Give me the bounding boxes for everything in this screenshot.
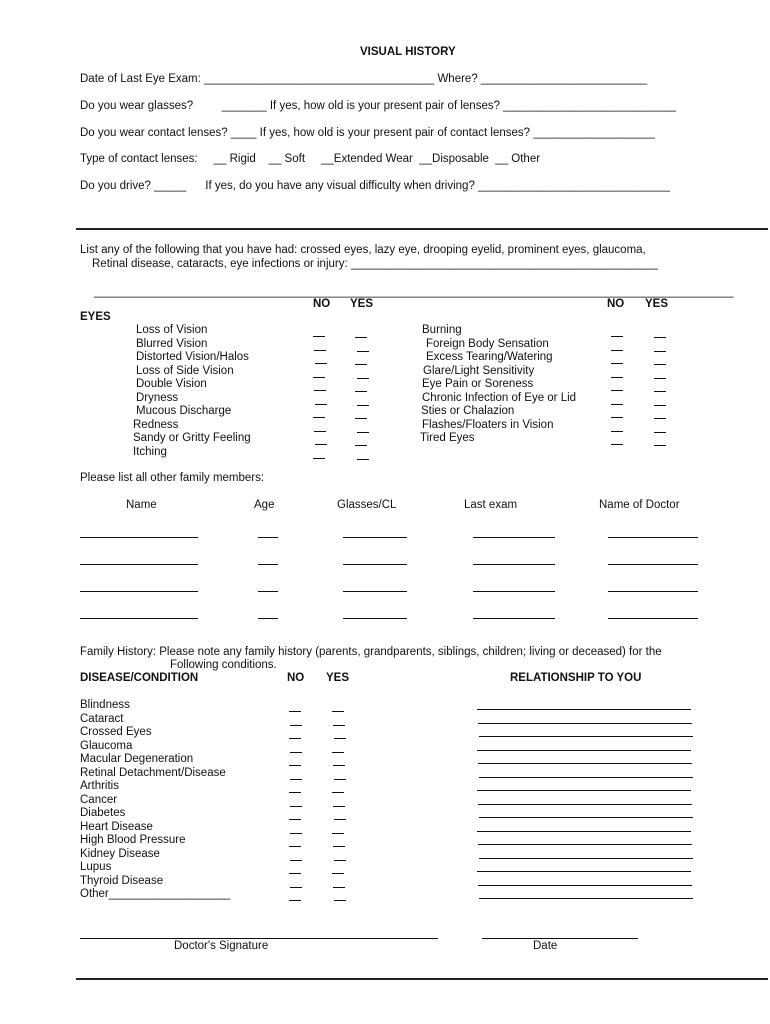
col-name: Name [126,499,157,511]
condition-yes-checkbox[interactable] [333,887,345,888]
symptom-label: Flashes/Floaters in Vision [422,418,554,431]
symptom-label: Blurred Vision [136,337,208,350]
condition-no-checkbox[interactable] [290,752,302,753]
col-glasses: Glasses/CL [337,499,397,511]
member-age-field[interactable] [258,537,278,538]
symptom-label: Mucous Discharge [136,405,232,417]
condition-no-checkbox[interactable] [289,711,301,712]
symptom-yes-checkbox[interactable] [654,418,666,419]
condition-no-checkbox[interactable] [289,792,301,793]
symptom-no-checkbox[interactable] [611,336,623,337]
member-doctor-field[interactable] [608,564,698,565]
member-last-exam-field[interactable] [473,618,555,619]
symptom-yes-checkbox[interactable] [357,351,369,352]
symptom-label: Loss of Vision [136,324,208,336]
condition-label: Heart Disease [80,820,153,833]
member-age-field[interactable] [258,618,278,619]
member-glasses-field[interactable] [343,591,407,592]
lens-type-question[interactable]: Type of contact lenses: __ Rigid __ Soft __Extended Wear __Disposable __ Other [80,153,541,165]
symptom-label: Distorted Vision/Halos [136,351,249,363]
eyes-no-header-right: NO [607,298,625,310]
condition-label: Glaucoma [80,739,133,752]
condition-no-checkbox[interactable] [289,738,301,739]
symptom-no-checkbox[interactable] [611,390,623,391]
condition-yes-checkbox[interactable] [333,725,345,726]
condition-label: Macular Degeneration [80,753,194,765]
symptom-no-checkbox[interactable] [611,404,623,405]
condition-yes-checkbox[interactable] [334,738,346,739]
condition-label: Blindness [80,699,130,711]
condition-relationship-field[interactable] [478,844,692,845]
symptom-yes-checkbox[interactable] [355,364,367,365]
symptom-yes-checkbox[interactable] [355,445,367,446]
drive-question[interactable]: Do you drive? _____ If yes, do you have any visual difficulty when driving? ______________________________ [80,180,670,192]
member-glasses-field[interactable] [343,564,407,565]
family-history-line2: Following conditions. [170,659,277,671]
member-doctor-field[interactable] [608,591,698,592]
condition-yes-checkbox[interactable] [334,900,346,901]
condition-relationship-field[interactable] [477,790,691,791]
symptom-yes-checkbox[interactable] [654,378,666,379]
symptom-yes-checkbox[interactable] [654,351,666,352]
condition-label: Other___________________ [80,888,231,900]
col-doctor: Name of Doctor [599,499,680,511]
symptom-yes-checkbox[interactable] [357,432,369,433]
condition-label: Cataract [80,712,124,725]
date-line[interactable] [482,938,638,939]
symptom-label: Excess Tearing/Watering [426,351,553,363]
symptom-no-checkbox[interactable] [611,350,623,351]
symptom-yes-checkbox[interactable] [355,337,367,338]
doctor-signature-label: Doctor's Signature [174,940,269,952]
condition-yes-checkbox[interactable] [332,873,344,874]
member-glasses-field[interactable] [343,618,407,619]
condition-yes-checkbox[interactable] [333,806,345,807]
condition-yes-checkbox[interactable] [332,833,344,834]
page-title: VISUAL HISTORY [360,46,456,58]
symptom-yes-checkbox[interactable] [654,405,666,406]
condition-relationship-field[interactable] [478,723,692,724]
condition-relationship-field[interactable] [477,750,691,751]
condition-yes-checkbox[interactable] [333,846,345,847]
symptom-yes-checkbox[interactable] [355,391,367,392]
symptom-label: Redness [133,418,179,431]
col-disease: DISEASE/CONDITION [80,672,199,684]
symptom-yes-checkbox[interactable] [654,432,666,433]
member-last-exam-field[interactable] [473,537,555,538]
condition-relationship-field[interactable] [478,763,692,764]
member-name-field[interactable] [80,618,198,619]
symptom-no-checkbox[interactable] [611,363,623,364]
condition-relationship-field[interactable] [479,817,693,818]
condition-relationship-field[interactable] [477,709,691,710]
condition-no-checkbox[interactable] [289,819,301,820]
col-last-exam: Last exam [464,499,518,511]
symptom-label: Chronic Infection of Eye or Lid [422,391,577,404]
symptom-no-checkbox[interactable] [313,458,325,459]
list-intro-line2[interactable]: Retinal disease, cataracts, eye infections or injury: ________________________________________________ [92,258,658,270]
condition-relationship-field[interactable] [478,885,692,886]
condition-yes-checkbox[interactable] [332,711,344,712]
date-label: Date [533,940,558,952]
symptom-yes-checkbox[interactable] [357,459,369,460]
condition-no-checkbox[interactable] [290,725,302,726]
symptom-no-checkbox[interactable] [314,390,326,391]
member-name-field[interactable] [80,591,198,592]
symptom-label: Double Vision [136,378,207,390]
condition-relationship-field[interactable] [479,898,693,899]
symptom-yes-checkbox[interactable] [654,391,666,392]
list-intro-line1: List any of the following that you have had: crossed eyes, lazy eye, drooping eyelid, prominent eyes, glaucoma, [80,244,646,256]
condition-relationship-field[interactable] [479,858,693,859]
symptom-no-checkbox[interactable] [314,350,326,351]
member-last-exam-field[interactable] [473,564,555,565]
bottom-divider [76,978,768,980]
symptom-no-checkbox[interactable] [313,377,325,378]
member-doctor-field[interactable] [608,537,698,538]
condition-label: Arthritis [80,780,119,792]
symptom-label: Loss of Side Vision [136,364,234,377]
last-exam-question[interactable]: Date of Last Eye Exam: ____________________________________ Where? __________________________ [80,73,648,85]
symptom-no-checkbox[interactable] [315,404,327,405]
condition-no-checkbox[interactable] [289,846,301,847]
member-glasses-field[interactable] [343,537,407,538]
member-doctor-field[interactable] [608,618,698,619]
member-age-field[interactable] [258,591,278,592]
col-age: Age [254,499,275,511]
symptom-no-checkbox[interactable] [315,444,327,445]
symptom-label: Burning [422,324,462,336]
member-last-exam-field[interactable] [473,591,555,592]
condition-yes-checkbox[interactable] [333,765,345,766]
family-history-line1: Family History: Please note any family history (parents, grandparents, siblings, children; living or deceased) for the [80,646,662,658]
condition-no-checkbox[interactable] [289,900,301,901]
doctor-signature-line[interactable] [80,938,438,939]
condition-yes-checkbox[interactable] [334,819,346,820]
condition-no-checkbox[interactable] [290,860,302,861]
symptom-no-checkbox[interactable] [611,377,623,378]
symptom-no-checkbox[interactable] [611,417,623,418]
symptom-label: Dryness [136,391,179,404]
symptom-label: Foreign Body Sensation [426,337,549,350]
symptom-no-checkbox[interactable] [315,363,327,364]
symptom-label: Eye Pain or Soreness [422,378,534,390]
symptom-yes-checkbox[interactable] [357,405,369,406]
contacts-question[interactable]: Do you wear contact lenses? ____ If yes, how old is your present pair of contact lenses? ___________________ [80,127,655,139]
symptom-no-checkbox[interactable] [611,444,623,445]
symptom-yes-checkbox[interactable] [355,418,367,419]
condition-label: Thyroid Disease [80,874,164,887]
eyes-yes-header: YES [350,298,374,310]
condition-label: Crossed Eyes [80,726,152,738]
condition-no-checkbox[interactable] [289,765,301,766]
condition-relationship-field[interactable] [479,777,693,778]
condition-relationship-field[interactable] [477,871,691,872]
condition-no-checkbox[interactable] [290,806,302,807]
symptom-no-checkbox[interactable] [314,431,326,432]
eyes-heading: EYES [80,311,111,323]
col-fh-no: NO [287,672,305,684]
symptom-yes-checkbox[interactable] [654,445,666,446]
col-relationship: RELATIONSHIP TO YOU [510,672,642,684]
condition-yes-checkbox[interactable] [332,792,344,793]
member-name-field[interactable] [80,537,198,538]
condition-yes-checkbox[interactable] [334,779,346,780]
symptom-yes-checkbox[interactable] [357,378,369,379]
symptom-yes-checkbox[interactable] [654,364,666,365]
condition-label: Diabetes [80,807,126,819]
symptom-label: Sties or Chalazion [421,405,515,417]
condition-label: Lupus [80,861,112,873]
condition-relationship-field[interactable] [477,831,691,832]
condition-relationship-field[interactable] [478,804,692,805]
condition-no-checkbox[interactable] [290,833,302,834]
condition-no-checkbox[interactable] [290,779,302,780]
eyes-no-header: NO [313,298,331,310]
condition-no-checkbox[interactable] [289,873,301,874]
condition-relationship-field[interactable] [479,736,693,737]
condition-label: Kidney Disease [80,847,160,860]
symptom-label: Sandy or Gritty Feeling [133,432,251,444]
member-name-field[interactable] [80,564,198,565]
condition-yes-checkbox[interactable] [332,752,344,753]
condition-label: High Blood Pressure [80,834,186,846]
symptom-no-checkbox[interactable] [611,431,623,432]
list-intro-line3[interactable]: ____________________________________________________________________________________________________ [94,286,734,298]
symptom-label: Itching [133,445,167,458]
symptom-label: Glare/Light Sensitivity [423,364,535,377]
member-age-field[interactable] [258,564,278,565]
symptom-yes-checkbox[interactable] [654,337,666,338]
symptom-no-checkbox[interactable] [313,417,325,418]
condition-label: Cancer [80,793,118,806]
col-fh-yes: YES [326,672,350,684]
section-divider [76,228,768,230]
symptom-no-checkbox[interactable] [313,336,325,337]
eyes-yes-header-right: YES [645,298,669,310]
glasses-question[interactable]: Do you wear glasses? _______ If yes, how old is your present pair of lenses? ___________________________ [80,100,676,112]
symptom-label: Tired Eyes [420,432,475,444]
condition-yes-checkbox[interactable] [334,860,346,861]
condition-no-checkbox[interactable] [290,887,302,888]
family-members-prompt: Please list all other family members: [80,472,265,484]
condition-label: Retinal Detachment/Disease [80,766,226,779]
